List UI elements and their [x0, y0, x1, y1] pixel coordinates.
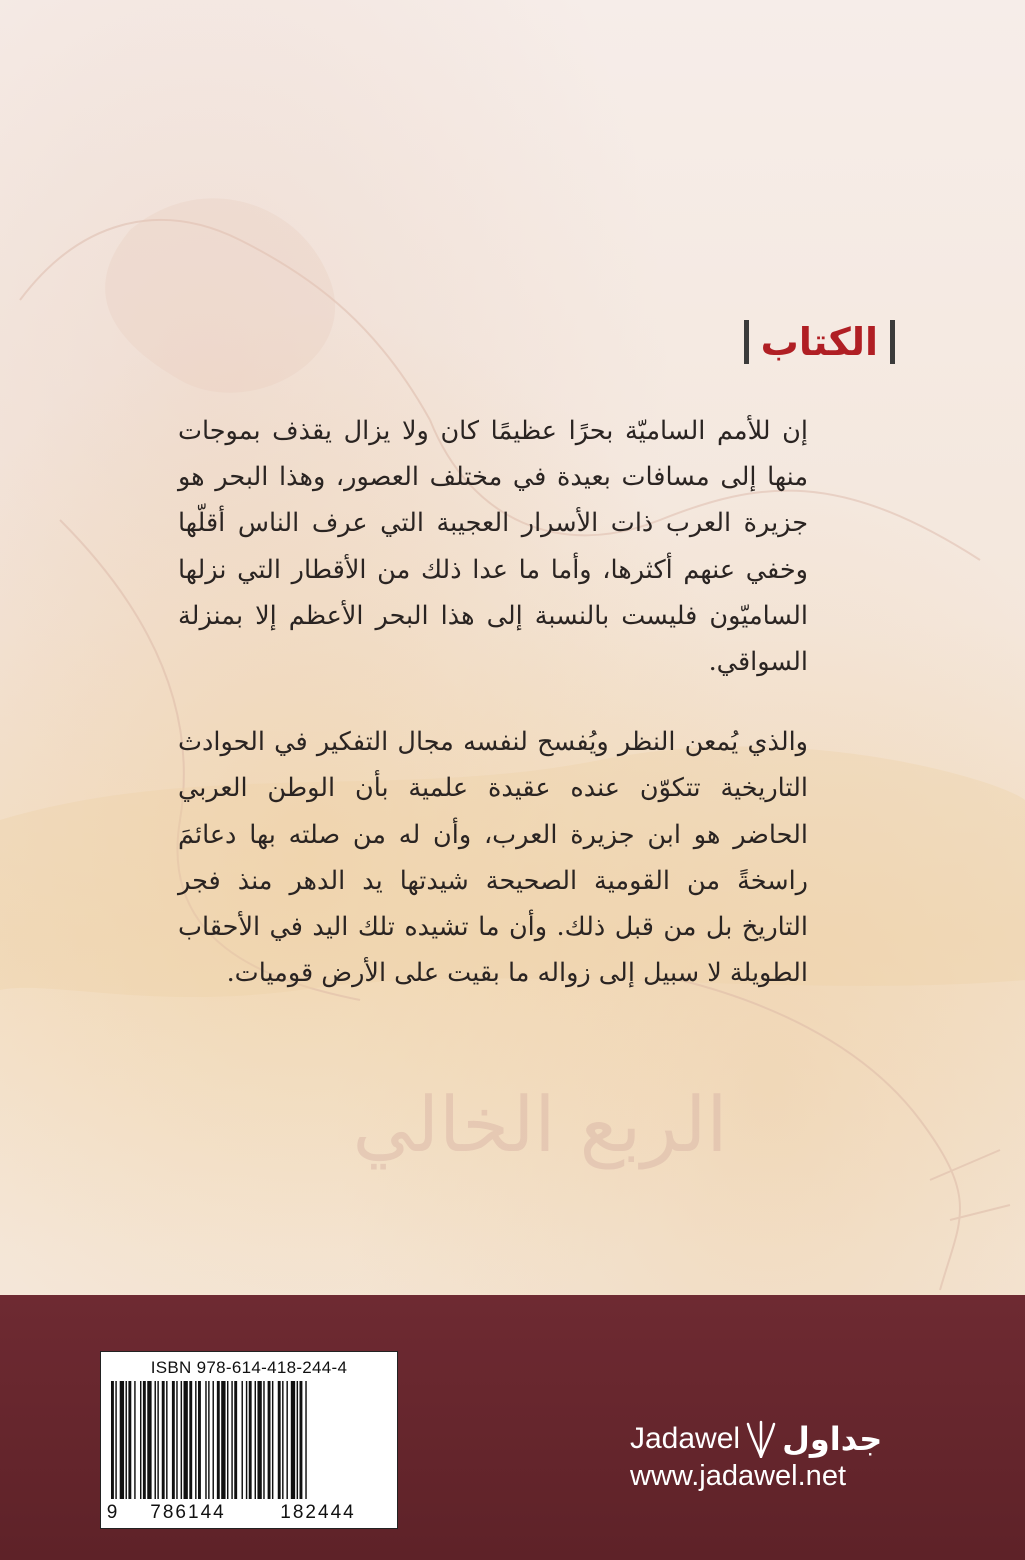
- barcode-digits: [101, 1502, 397, 1524]
- map-label-watermark: الربع الخالي: [352, 1080, 728, 1169]
- publisher-name-arabic: جداول: [782, 1420, 883, 1458]
- isbn-label: ISBN 978-614-418-244-4: [150, 1358, 348, 1377]
- publisher-leaf-icon: [746, 1420, 776, 1458]
- publisher-logo: [630, 1420, 900, 1493]
- blurb-paragraph-2: والذي يُمعن النظر ويُفسح لنفسه مجال التفكير في الحوادث التاريخية تتكوّن عنده عقيدة علمية بأن الوطن العربي الحاضر هو ابن جزيرة العرب، وأن له من صلته بها دعائمَ راسخةً من القومية الصحيحة شيدتها يد الدهر منذ فجر التاريخ بل من قبل ذلك. وأن ما تشيده تلك اليد في الأحقاب الطويلة لا سبيل إلى زواله ما بقيت على الأرض قوميات.: [178, 727, 808, 989]
- blurb-text: [178, 408, 808, 1030]
- section-title: الكتاب: [760, 320, 878, 364]
- publisher-url: www.jadawel.net: [630, 1460, 846, 1492]
- barcode-digit-first: 9: [106, 1502, 118, 1523]
- heading-bar-right: [890, 320, 895, 364]
- barcode-digits-left: 786144: [150, 1502, 226, 1523]
- blurb-paragraph-1: إن للأمم الساميّة بحرًا عظيمًا كان ولا يزال يقذف بموجات منها إلى مسافات بعيدة في مختلف العصور، وهذا البحر هو جزيرة العرب ذات الأسرار العجيبة التي عرف الناس أقلّها وخفي عنهم أكثرها، وأما ما عدا ذلك من الأقطار التي نزلها الساميّون فليست بالنسبة إلى هذا البحر الأعظم إلا بمنزلة السواقي.: [178, 416, 808, 678]
- publisher-name-latin: Jadawel: [630, 1422, 741, 1455]
- barcode-digits-right: 182444: [280, 1502, 356, 1523]
- heading-bar-left: [744, 320, 749, 364]
- isbn-barcode: [100, 1351, 398, 1529]
- barcode-bars: [111, 1381, 387, 1499]
- section-heading: [744, 320, 895, 364]
